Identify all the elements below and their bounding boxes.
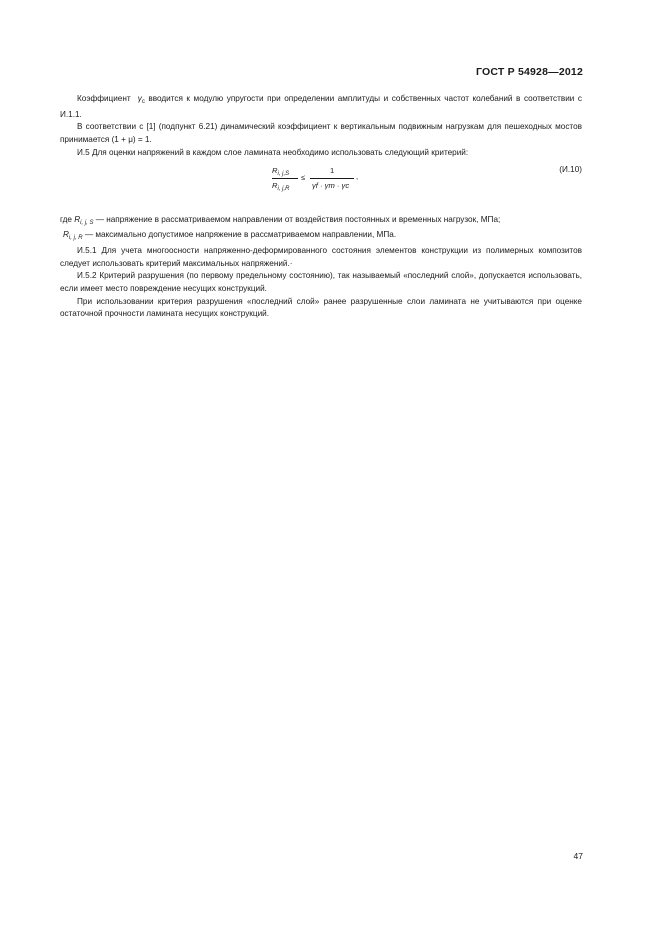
definition-stress: где $R_{i, j, S}$ — напряжение в рассматриваемом направлении от воздействия постоянных и временных нагрузок, МПа; — [60, 214, 501, 226]
paragraph-dynamic-coefficient: В соответствии с [1] (подпункт 6.21) динамический коэффициент к вертикальным подвижным нагрузкам для пешеходных мостов принимается (1 + μ) = 1. — [60, 122, 582, 145]
paragraph-text-b: вводится к модулю упругости при определении амплитуды и собственных частот колебаний в соответствии с И.1.1. — [60, 94, 582, 119]
fraction-bar-right — [310, 178, 354, 179]
formula-numerator-left: $R_{i, j,S}$ — [272, 165, 290, 177]
formula-block — [60, 164, 582, 212]
paragraph-coefficient — [60, 93, 582, 121]
allowable-stress-symbol: R — [63, 230, 69, 240]
formula-denominator-right: γf · γm · γc — [312, 180, 350, 190]
fraction-bar-left — [272, 178, 298, 179]
paragraph-criterion-intro: И.5 Для оценки напряжений в каждом слое ламината необходимо использовать следующий критерий: — [77, 147, 469, 157]
formula-numerator-right: 1 — [330, 165, 335, 175]
page-number: 47 — [573, 851, 583, 861]
formula-punctuation: , — [356, 171, 359, 181]
paragraph-text-a: Коэффициент — [77, 94, 131, 103]
document-body — [60, 93, 582, 321]
standard-header: ГОСТ Р 54928—2012 — [475, 66, 583, 78]
gamma-symbol: γ — [137, 94, 142, 103]
stress-symbol: R — [74, 214, 81, 224]
gamma-subscript: c — [141, 99, 145, 105]
formula-denominator-left: $R_{i, j,R}$ — [272, 180, 290, 192]
clause-5-2: И.5.2 Критерий разрушения (по первому предельному состоянию), так называемый «последний слой», допускается использовать, если имеет место повреждение несущих конструкций. — [60, 271, 582, 294]
equation-number: (И.10) — [559, 164, 582, 174]
clause-last-layer: При использовании критерия разрушения «последний слой» ранее разрушенные слои ламината не учитываются при оценке остаточной прочности ламината несущих конструкций. — [60, 296, 582, 319]
formula-relation: ≤ — [301, 172, 306, 182]
clause-5-1: И.5.1 Для учета многоосности напряженно-деформированного состояния элементов конструкции из полимерных композитов следует использовать критерий максимальных напряжений.· — [60, 245, 582, 268]
definition-allowable-stress: $R_{i, j, R}$ — максимально допустимое напряжение в рассматриваемом направлении, МПа. — [63, 230, 397, 242]
